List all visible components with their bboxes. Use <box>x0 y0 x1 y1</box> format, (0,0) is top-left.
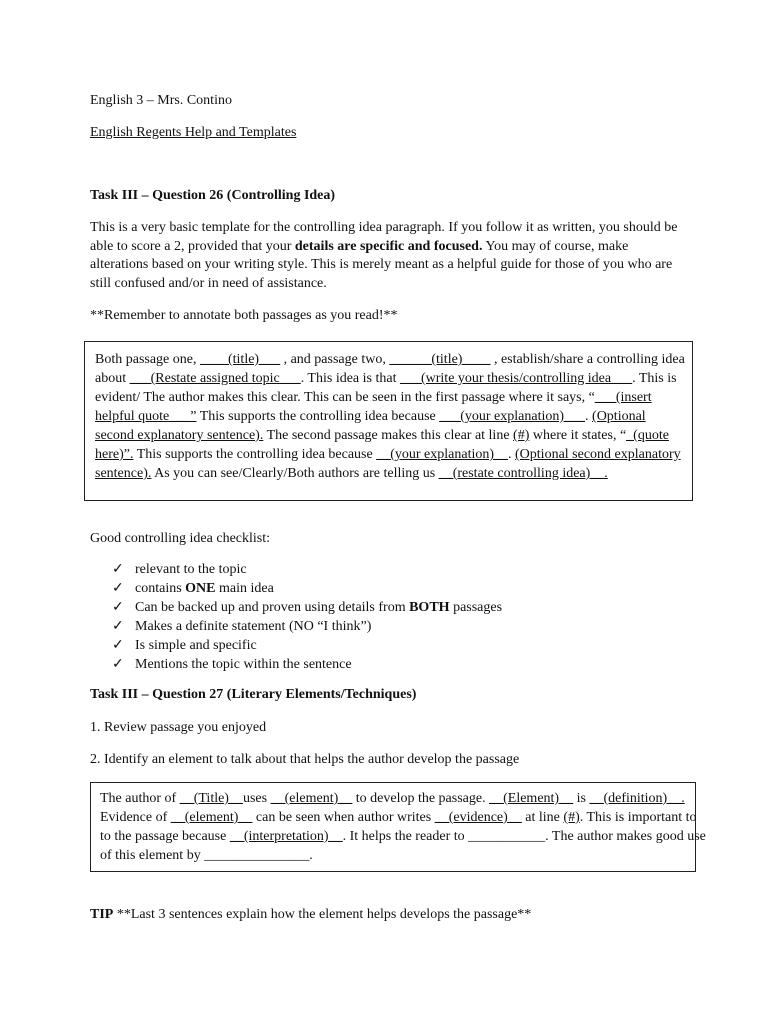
tip-text: **Last 3 sentences explain how the element helps develops the passage** <box>113 907 532 922</box>
class-line: English 3 – Mrs. Contino <box>90 93 232 108</box>
template-line: here)”. This supports the controlling idea because __(your explanation)__. (Optional second explanatory <box>95 447 681 462</box>
intro-line: still confused and/or in need of assistance. <box>90 275 327 291</box>
template-line: Evidence of __(element)__ can be seen when author writes __(evidence)__ at line (#). This is important to <box>100 810 697 825</box>
task26-heading: Task III – Question 26 (Controlling Idea) <box>90 188 336 203</box>
template-line: to the passage because __(interpretation)__. It helps the reader to ___________. The author makes good use <box>100 829 706 844</box>
annotate-reminder: **Remember to annotate both passages as you read!** <box>90 308 398 323</box>
checkmark-icon: ✓ <box>112 562 124 577</box>
template-line: evident/ The author makes this clear. This can be seen in the first passage where it says, “___(insert <box>95 390 652 405</box>
document-title: English Regents Help and Templates <box>90 125 297 140</box>
controlling-idea-template <box>84 341 693 501</box>
checkmark-icon: ✓ <box>112 638 124 653</box>
checklist-title: Good controlling idea checklist: <box>90 531 271 546</box>
task27-step-2: 2. Identify an element to talk about that helps the author develop the passage <box>90 752 520 767</box>
checklist-item: ✓ Can be backed up and proven using details from BOTH passages <box>112 600 503 615</box>
tip-line <box>90 906 531 924</box>
checkmark-icon: ✓ <box>112 619 124 634</box>
checklist-item: ✓ Mentions the topic within the sentence <box>112 657 352 672</box>
tip-label: TIP <box>90 907 114 922</box>
template-line: second explanatory sentence). The second passage makes this clear at line (#) where it states, “_(quote <box>95 428 669 443</box>
checklist-item: ✓ Is simple and specific <box>112 638 257 653</box>
template-line: about ___(Restate assigned topic___. This idea is that ___(write your thesis/controlling idea___. This is <box>95 371 677 386</box>
template-line: Both passage one, ____(title)___ , and passage two, ______(title)____ , establish/share a controlling idea <box>95 352 685 367</box>
checkmark-icon: ✓ <box>112 581 124 596</box>
template-line: The author of __(Title)__uses __(element)__ to develop the passage. __(Element)__ is __(definition)__. <box>100 791 685 806</box>
task27-step-1: 1. Review passage you enjoyed <box>90 720 267 735</box>
intro-line: alterations based on your writing style. This is merely meant as a helpful guide for those of you who are <box>90 257 673 272</box>
task26-intro <box>90 219 690 293</box>
intro-line: This is a very basic template for the controlling idea paragraph. If you follow it as written, you should be <box>90 220 678 235</box>
task27-heading: Task III – Question 27 (Literary Elements/Techniques) <box>90 687 417 702</box>
checklist-item: ✓ relevant to the topic <box>112 562 247 577</box>
template-line: sentence). As you can see/Clearly/Both authors are telling us __(restate controlling idea)__. <box>95 466 608 481</box>
checklist-item: ✓ contains ONE main idea <box>112 581 274 596</box>
literary-element-template <box>90 782 706 872</box>
checkmark-icon: ✓ <box>112 657 124 672</box>
intro-line: able to score a 2, provided that your details are specific and focused. You may of course, make <box>90 238 629 254</box>
controlling-idea-checklist <box>112 560 502 674</box>
checklist-item: ✓ Makes a definite statement (NO “I think”) <box>112 619 372 634</box>
template-line: of this element by _______________. <box>100 848 313 863</box>
checkmark-icon: ✓ <box>112 600 124 615</box>
template-line: helpful quote___” This supports the controlling idea because ___(your explanation)___. (Optional <box>95 409 646 424</box>
